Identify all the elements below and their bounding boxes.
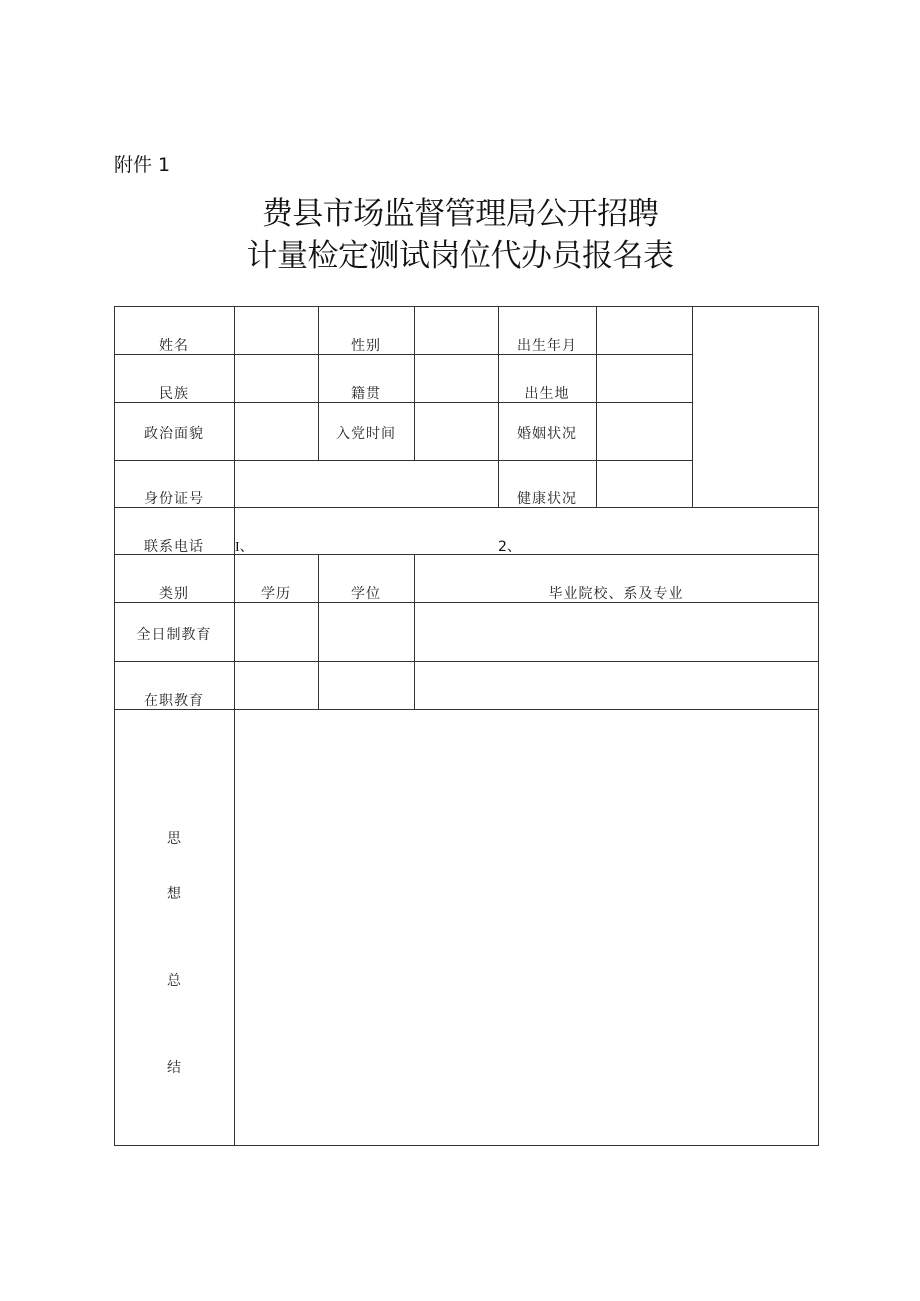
label-health-status: 健康状况 <box>517 491 577 507</box>
label-name: 姓名 <box>159 338 189 354</box>
label-school-major: 毕业院校、系及专业 <box>548 586 684 602</box>
label-ethnicity: 民族 <box>159 386 189 402</box>
summary-label-char: 结 <box>167 1060 181 1076</box>
field-inservice-education[interactable] <box>235 662 318 709</box>
attachment-label: 附件 1 <box>114 154 171 176</box>
field-origin[interactable] <box>415 355 498 402</box>
label-political-status: 政治面貌 <box>144 426 204 442</box>
label-party-date: 入党时间 <box>336 426 396 442</box>
field-fulltime-education[interactable] <box>235 603 318 661</box>
summary-label-char: 思 <box>167 831 181 847</box>
label-id-number: 身份证号 <box>144 491 204 507</box>
field-inservice-degree[interactable] <box>319 662 414 709</box>
field-birthplace[interactable] <box>597 355 692 402</box>
field-birth-date[interactable] <box>597 307 692 354</box>
label-birthplace: 出生地 <box>524 386 570 402</box>
field-inservice-school[interactable] <box>415 662 818 709</box>
label-gender: 性别 <box>351 338 381 354</box>
phone-1-marker: I、 <box>235 540 254 555</box>
field-fulltime-school[interactable] <box>415 603 818 661</box>
label-category: 类别 <box>159 586 189 602</box>
label-degree: 学位 <box>351 586 381 602</box>
field-name[interactable] <box>235 307 318 354</box>
label-origin: 籍贯 <box>351 386 381 402</box>
table-border-right <box>818 306 819 1146</box>
field-fulltime-degree[interactable] <box>319 603 414 661</box>
field-marital-status[interactable] <box>597 403 692 460</box>
page-title-line-1: 费县市场监督管理局公开招聘 <box>261 196 659 232</box>
label-fulltime-education: 全日制教育 <box>136 627 212 643</box>
page-title-line-2: 计量检定测试岗位代办员报名表 <box>246 238 674 274</box>
field-ethnicity[interactable] <box>235 355 318 402</box>
table-border-bottom <box>114 1145 819 1146</box>
photo-area[interactable] <box>693 307 818 507</box>
field-gender[interactable] <box>415 307 498 354</box>
label-inservice-education: 在职教育 <box>144 693 204 709</box>
label-phone: 联系电话 <box>144 539 204 555</box>
summary-label-char: 总 <box>167 973 181 989</box>
label-marital-status: 婚姻状况 <box>517 426 577 442</box>
field-id-number[interactable] <box>235 461 498 507</box>
field-phone-1[interactable] <box>260 508 490 554</box>
label-birth-date: 出生年月 <box>517 338 577 354</box>
phone-2-marker: 2、 <box>498 539 521 555</box>
field-political-status[interactable] <box>235 403 318 460</box>
label-education: 学历 <box>261 586 291 602</box>
field-party-date[interactable] <box>415 403 498 460</box>
summary-label-char: 想 <box>167 886 181 902</box>
field-ideological-summary[interactable] <box>235 710 818 1145</box>
field-phone-2[interactable] <box>520 508 810 554</box>
field-health-status[interactable] <box>597 461 692 507</box>
